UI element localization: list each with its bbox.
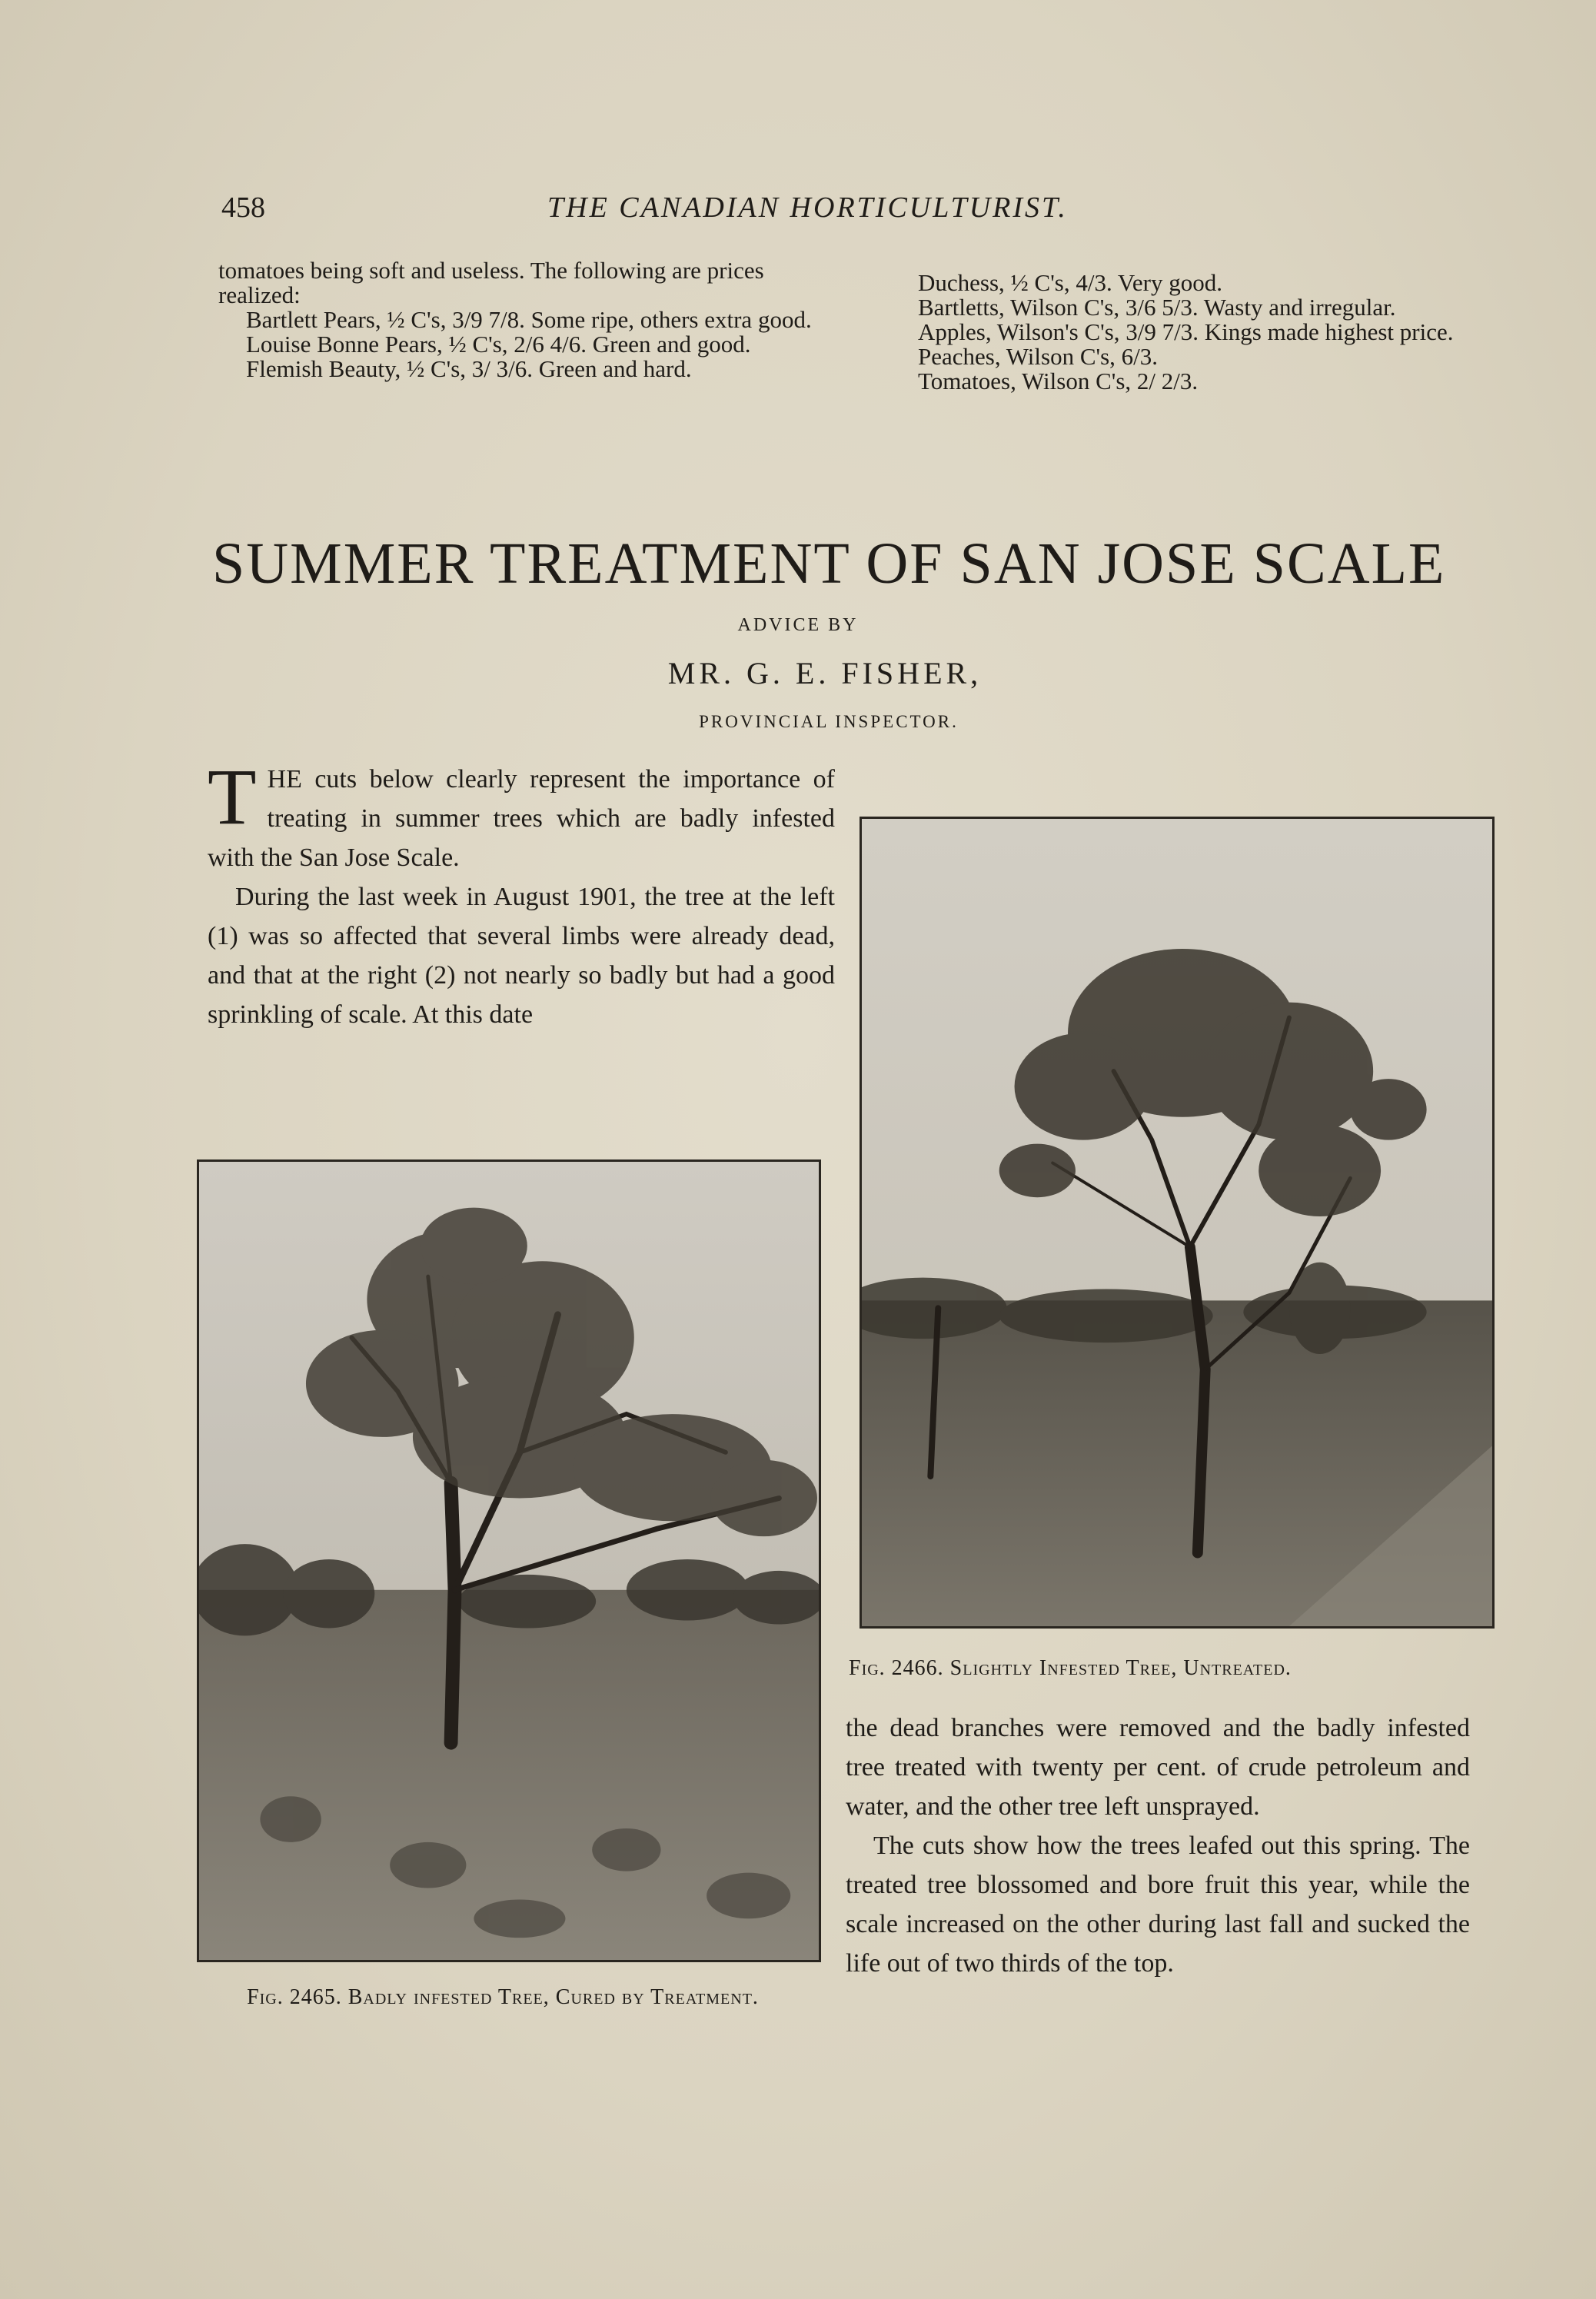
tree-photo-2465 bbox=[199, 1162, 819, 1960]
article-title: SUMMER TREATMENT OF SAN JOSE SCALE bbox=[212, 531, 1446, 596]
page-number: 458 bbox=[221, 191, 265, 224]
prev-price-item: Louise Bonne Pears, ½ C's, 2/6 4/6. Green and good. bbox=[246, 331, 751, 358]
prev-price-item: Bartlett Pears, ½ C's, 3/9 7/8. Some ripe, others extra good. bbox=[246, 306, 812, 333]
prev-price-item: Duchess, ½ C's, 4/3. Very good. bbox=[918, 269, 1222, 296]
paragraph-1-text: HE cuts below clearly represent the importance of treating in summer trees which are badly infested with the San Jose Scale. bbox=[208, 765, 835, 872]
tree-photo-2466 bbox=[862, 819, 1492, 1626]
paragraph-3: the dead branches were removed and the badly infested tree treated with twenty per cent. of crude petroleum and water, and the other tree left unsprayed. bbox=[846, 1714, 1470, 1821]
running-head-title: THE CANADIAN HORTICULTURIST. bbox=[547, 191, 1068, 224]
paragraph-1 bbox=[208, 753, 835, 877]
figure-2466-caption: Fig. 2466. Slightly Infested Tree, Untreated. bbox=[849, 1656, 1292, 1680]
prev-price-item: Flemish Beauty, ½ C's, 3/ 3/6. Green and hard. bbox=[246, 355, 692, 382]
previous-article-left-column bbox=[218, 258, 841, 381]
author-role: PROVINCIAL INSPECTOR. bbox=[699, 712, 959, 731]
author-name: MR. G. E. FISHER, bbox=[667, 656, 983, 690]
prev-price-item: Bartletts, Wilson C's, 3/6 5/3. Wasty and irregular. bbox=[918, 294, 1396, 321]
figure-2465-caption: Fig. 2465. Badly infested Tree, Cured by Treatment. bbox=[247, 1985, 759, 2009]
figure-2466-photo bbox=[860, 817, 1495, 1629]
article-body-top bbox=[208, 753, 835, 1034]
article-body-bottom bbox=[846, 1708, 1470, 1983]
paragraph-4: The cuts show how the trees leafed out this spring. The treated tree blossomed and bore fruit this year, while the scale increased on the other during last fall and sucked the life out of two thirds of the top. bbox=[846, 1832, 1470, 1978]
previous-article-right-column bbox=[890, 271, 1505, 394]
prev-text-line: tomatoes being soft and useless. The following are prices realized: bbox=[218, 257, 764, 308]
advice-by-label: ADVICE BY bbox=[737, 615, 859, 635]
prev-price-item: Tomatoes, Wilson C's, 2/ 2/3. bbox=[918, 368, 1199, 394]
prev-price-item: Apples, Wilson's C's, 3/9 7/3. Kings made highest price. bbox=[918, 318, 1454, 345]
paragraph-2: During the last week in August 1901, the tree at the left (1) was so affected that several limbs were already dead, and that at the right (2) not nearly so badly but had a good sprinkling of scale. At this date bbox=[208, 883, 835, 1029]
drop-cap: T bbox=[208, 753, 257, 841]
prev-price-item: Peaches, Wilson C's, 6/3. bbox=[918, 343, 1159, 370]
figure-2465-photo bbox=[197, 1159, 821, 1962]
